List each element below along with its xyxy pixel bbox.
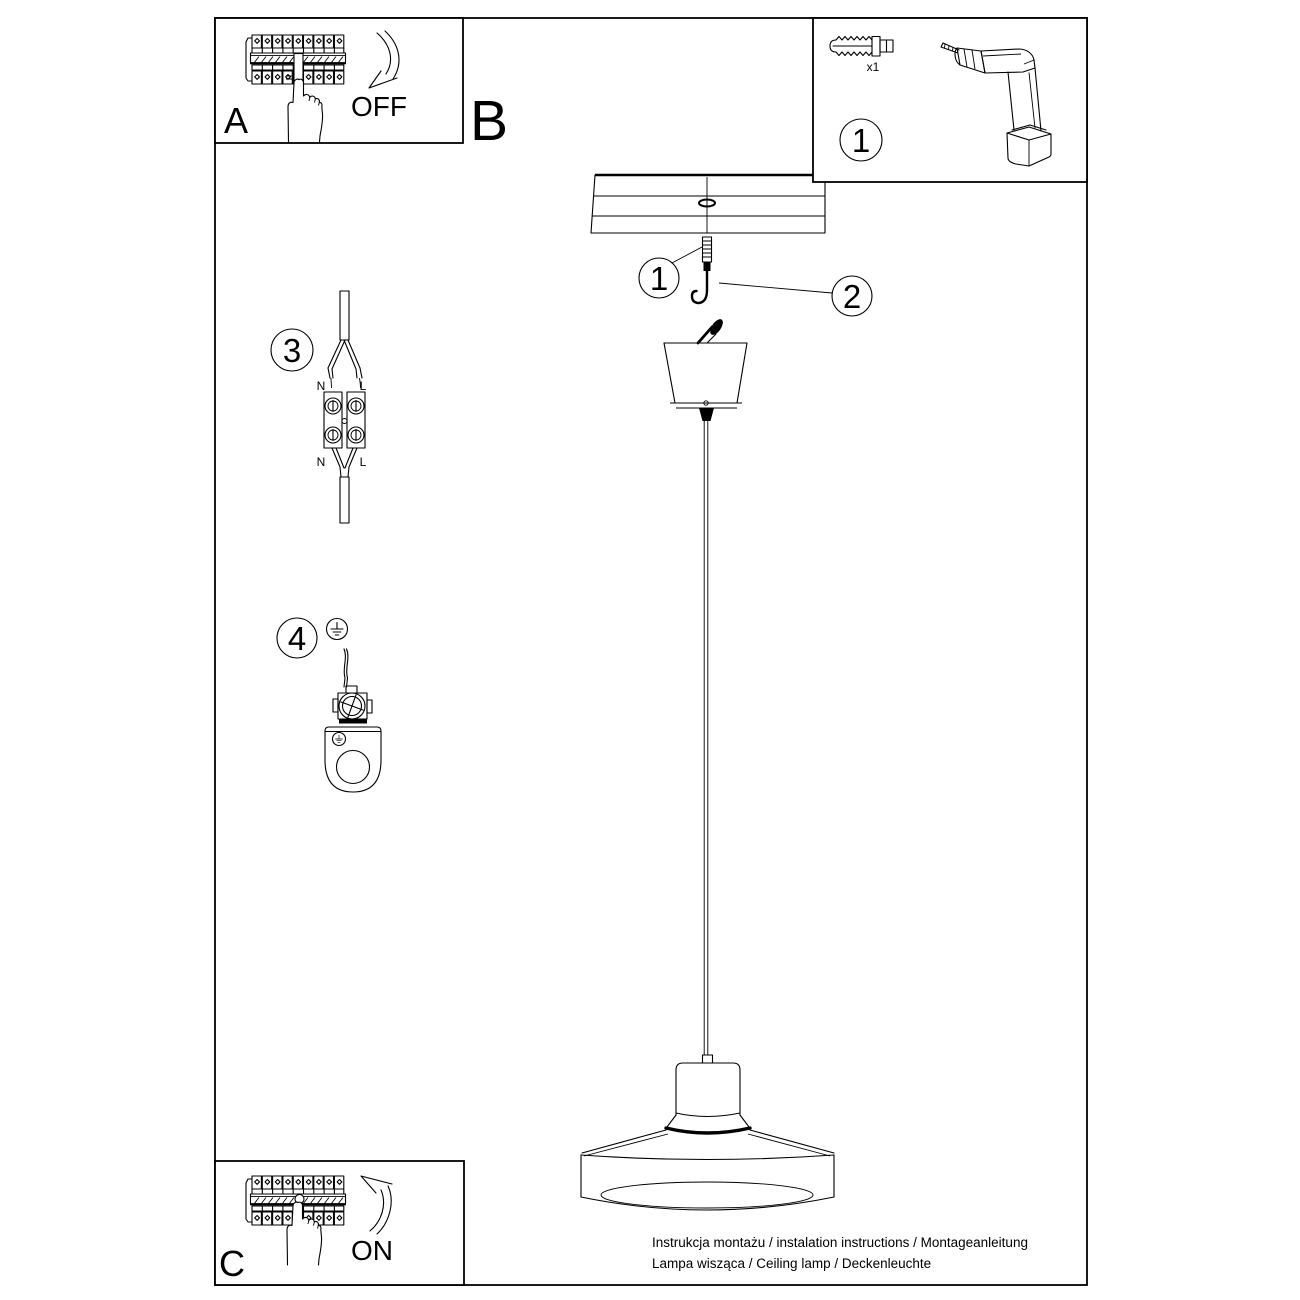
step-a-label: A: [224, 100, 249, 141]
mains-cable-top: [328, 291, 362, 388]
wire-label-top-n: N: [316, 379, 326, 393]
canopy: [664, 317, 747, 421]
footer-title: [652, 1235, 1028, 1271]
parts-box-number: 1: [851, 122, 871, 159]
anchor-quantity-label: x1: [866, 60, 880, 74]
ground-wire: [344, 649, 348, 687]
suspension-cord: [704, 421, 708, 1055]
footer-line-2: Lampa wisząca / Ceiling lamp / Deckenleuchte: [652, 1256, 932, 1271]
frame-border: [215, 18, 1087, 1285]
wire-label-top-l: L: [359, 379, 367, 393]
terminal-screws: [325, 398, 364, 443]
ground-symbol-icon: [327, 619, 348, 640]
lamp-shade: [581, 1055, 834, 1210]
step-b-label: B: [470, 89, 509, 153]
lamp-cable-bottom: [332, 448, 357, 523]
ceiling-section: [591, 175, 825, 233]
ground-terminal-icon: [333, 686, 372, 724]
parts-box: [813, 18, 1087, 182]
step-ground-connection: [277, 618, 381, 792]
step-a-power-off: [215, 18, 463, 143]
switch-on-label: ON: [351, 1235, 393, 1266]
callout-ground-number: 4: [287, 620, 307, 657]
pendant-lamp-assembly: [581, 175, 872, 1210]
ceiling-hook-icon: [692, 271, 707, 303]
terminal-block-icon: [324, 392, 365, 448]
switch-off-label: OFF: [351, 91, 407, 122]
wire-label-bottom-l: L: [359, 455, 367, 469]
step-c-label: C: [219, 1243, 245, 1284]
step-c-power-on: [215, 1161, 464, 1285]
step-terminal-connection: [271, 291, 367, 523]
callout-hook-number: 2: [842, 278, 862, 315]
mounting-bracket-icon: [325, 727, 381, 792]
footer-line-1: Instrukcja montażu / instalation instructions / Montageanleitung: [652, 1235, 1028, 1250]
wire-label-bottom-n: N: [316, 455, 326, 469]
wall-anchor-icon: [703, 237, 712, 271]
callout-hook: [719, 276, 872, 316]
callout-terminal-number: 3: [282, 332, 302, 369]
callout-anchor-number: 1: [649, 260, 669, 297]
callout-anchor: [639, 247, 702, 298]
